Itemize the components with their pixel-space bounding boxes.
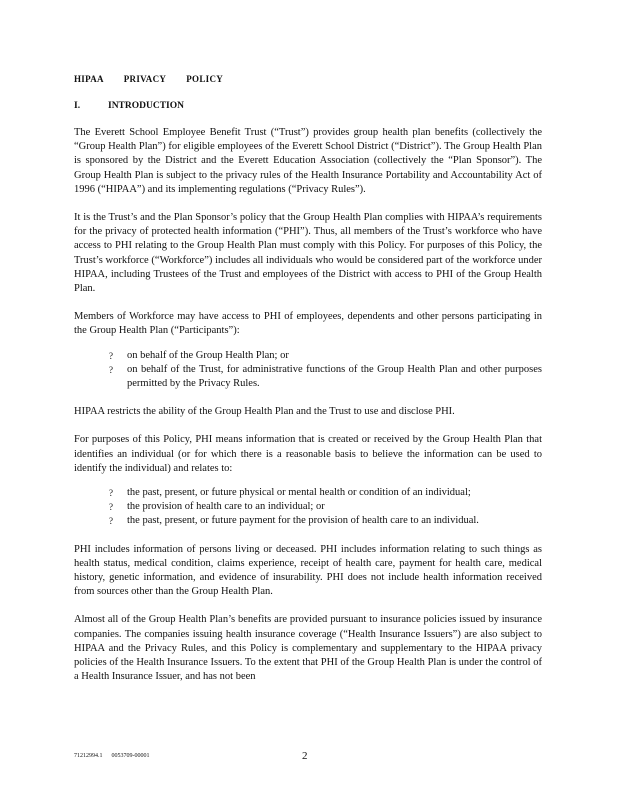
paragraph-members: Members of Workforce may have access to PHI of employees, dependents and other persons participating in the Group Health Plan (“Participants”): <box>74 311 542 337</box>
participants-list <box>74 349 542 392</box>
footer-document-code: 71212994.1 0053709-00001 <box>74 753 150 759</box>
bullet-icon: ? <box>109 364 113 375</box>
document-title: HIPAA PRIVACY POLICY <box>74 74 224 84</box>
paragraph-phi-includes: PHI includes information of persons living or deceased. PHI includes information relating to such things as health status, medical condition, claims experience, receipt of health care, payment for health care, medical history, genetic information, and evidence of insurability. PHI does not include health information received from sources other than the Group Health Plan. <box>74 543 542 598</box>
bullet-icon: ? <box>109 502 113 513</box>
section-heading <box>74 101 184 111</box>
list-item: ? the provision of health care to an individual; or <box>74 500 542 514</box>
section-title: INTRODUCTION <box>108 101 185 111</box>
bullet-icon: ? <box>109 350 113 361</box>
paragraph-restricts: HIPAA restricts the ability of the Group Health Plan and the Trust to use and disclose PHI. <box>74 406 455 418</box>
document-body <box>74 126 542 699</box>
bullet-icon: ? <box>109 516 113 527</box>
list-item: ? the past, present, or future payment for the provision of health care to an individual. <box>74 514 542 528</box>
paragraph-phi-definition: For purposes of this Policy, PHI means information that is created or received by the Group Health Plan that identifies an individual (or for which there is a reasonable basis to believe the information can be used to identify the individual) and relates to: <box>74 434 542 474</box>
paragraph-policy: It is the Trust’s and the Plan Sponsor’s policy that the Group Health Plan complies with HIPAA’s requirements for the privacy of protected health information (“PHI”). Thus, all members of the Trust’s workforce who have access to PHI relating to the Group Health Plan must comply with this Policy. For purposes of this Policy, the Trust’s workforce (“Workforce”) includes all individuals who would be considered part of the workforce under HIPAA, including Trustees of the Trust and employees of the District with access to PHI of the Group Health Plan. <box>74 212 542 295</box>
paragraph-trust-intro: The Everett School Employee Benefit Trust (“Trust”) provides group health plan benefits (collectively the “Group Health Plan”) for eligible employees of the Everett School District (“District”). The Group Health Plan is sponsored by the District and the Everett Education Association (collectively the “Plan Sponsor”). The Group Health Plan is subject to the privacy rules of the Health Insurance Portability and Accountability Act of 1996 (“HIPAA”) and its implementing regulations (“Privacy Rules”). <box>74 127 542 195</box>
list-item: ? the past, present, or future physical or mental health or condition of an individual; <box>74 486 542 500</box>
relates-to-list <box>74 486 542 529</box>
paragraph-insurance: Almost all of the Group Health Plan’s benefits are provided pursuant to insurance policies issued by insurance companies. The companies issuing health insurance coverage (“Health Insurance Issuers”) are also subject to HIPAA and the Privacy Rules, and this Policy is complementary and supplementary to the HIPAA privacy policies of the Health Insurance Issuers. To the extent that PHI of the Group Health Plan is under the control of a Health Insurance Issuer, and has not been <box>74 614 542 683</box>
page-number: 2 <box>302 750 308 762</box>
list-item: ? on behalf of the Trust, for administrative functions of the Group Health Plan and other purposes permitted by the Privacy Rules. <box>109 363 542 390</box>
section-number: I. <box>74 101 81 111</box>
list-item: ? on behalf of the Group Health Plan; or <box>74 349 542 363</box>
bullet-icon: ? <box>109 488 113 499</box>
